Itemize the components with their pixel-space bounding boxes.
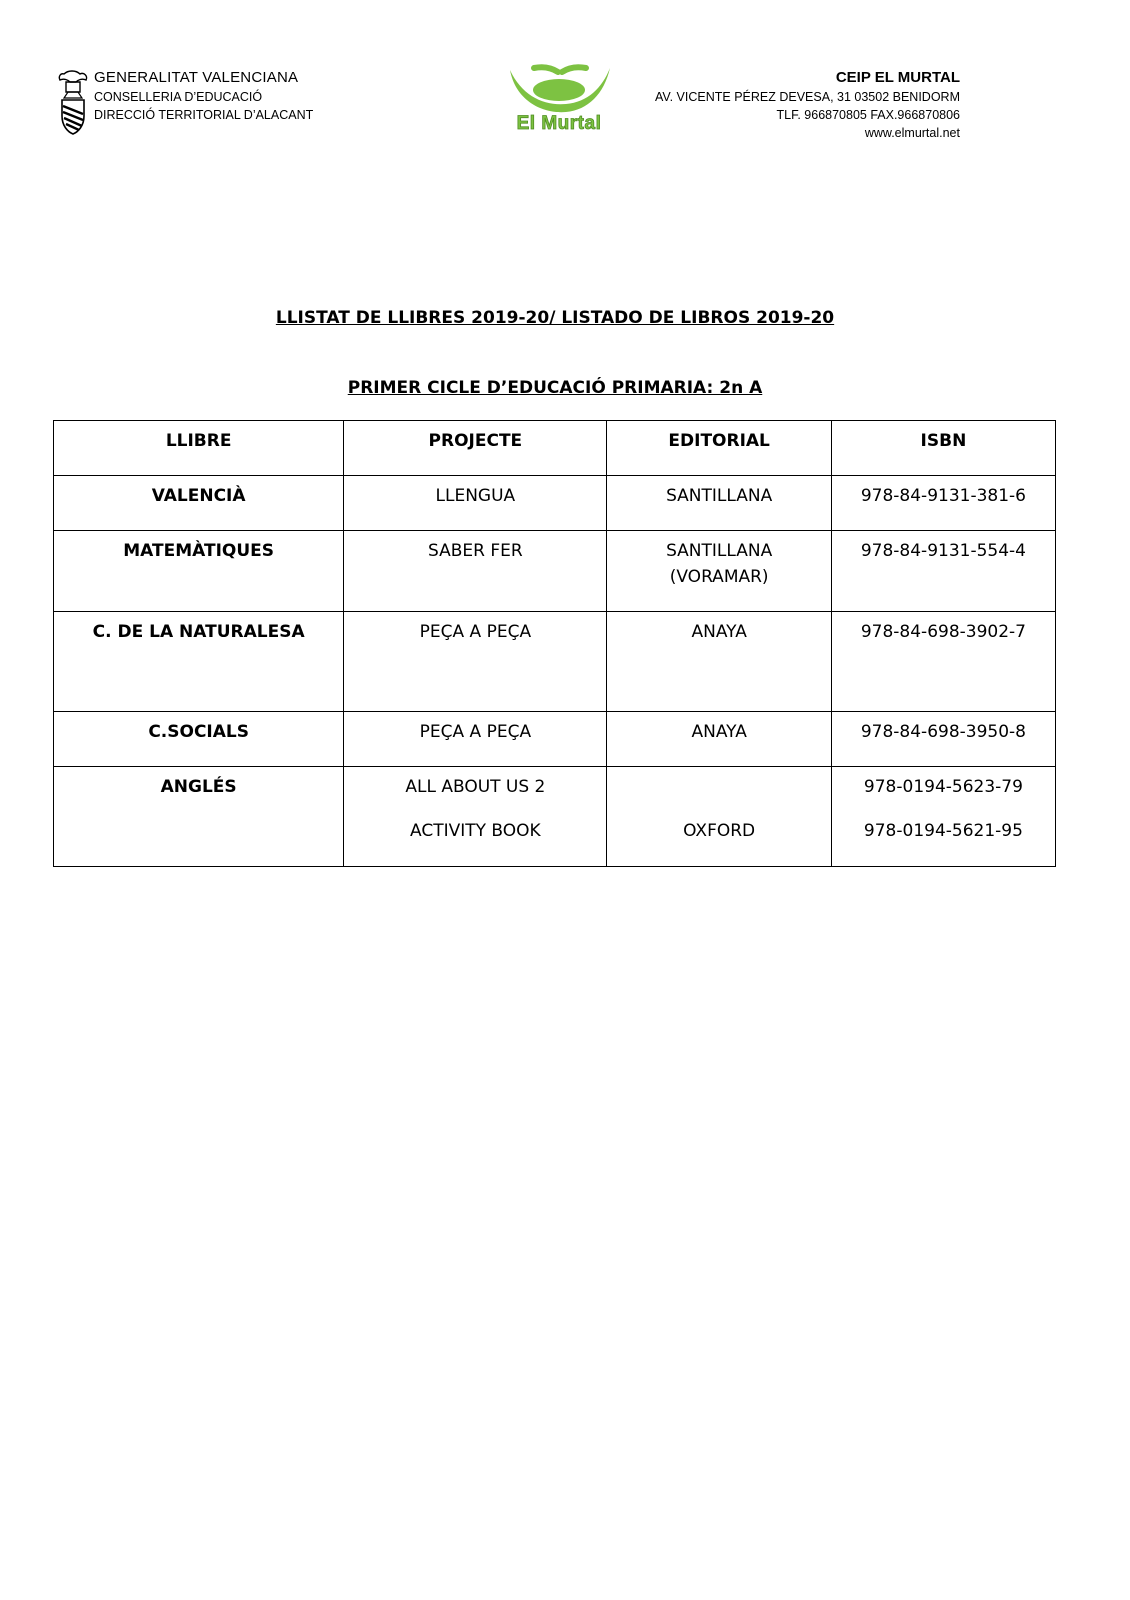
header-llibre: LLIBRE	[54, 421, 344, 476]
cell-projecte	[344, 767, 607, 867]
editorial-line: SANTILLANA	[666, 541, 773, 561]
header-projecte: PROJECTE	[344, 421, 607, 476]
document-title: LLISTAT DE LLIBRES 2019-20/ LISTADO DE LIBROS 2019-20	[275, 308, 835, 328]
generalitat-header	[56, 68, 356, 138]
table-row	[54, 476, 1056, 531]
cell-projecte: LLENGUA	[344, 476, 607, 531]
conselleria-name: CONSELLERIA D’EDUCACIÓ	[94, 90, 263, 104]
cell-llibre: ANGLÉS	[54, 767, 344, 867]
table-row	[54, 767, 1056, 867]
cell-editorial: SANTILLANA	[607, 476, 831, 531]
editorial-line	[613, 774, 824, 800]
projecte-line-2: ACTIVITY BOOK	[410, 821, 541, 841]
header-editorial: EDITORIAL	[607, 421, 831, 476]
school-phone-fax: TLF. 966870805 FAX.966870806	[776, 108, 960, 122]
isbn-line: 978-0194-5623-79	[863, 777, 1023, 797]
table-header-row	[54, 421, 1056, 476]
cell-projecte: SABER FER	[344, 531, 607, 612]
direccio-territorial: DIRECCIÓ TERRITORIAL D’ALACANT	[94, 108, 314, 122]
editorial-line-2: (VORAMAR)	[669, 567, 769, 587]
cell-llibre: C. DE LA NATURALESA	[54, 612, 344, 712]
projecte-line: ALL ABOUT US 2	[405, 777, 546, 797]
school-address: AV. VICENTE PÉREZ DEVESA, 31 03502 BENIDORM	[655, 90, 960, 104]
el-murtal-logo-text: El Murtal	[516, 113, 602, 134]
cell-isbn: 978-84-698-3950-8	[831, 712, 1055, 767]
table-row	[54, 531, 1056, 612]
header-isbn: ISBN	[831, 421, 1055, 476]
cell-llibre: C.SOCIALS	[54, 712, 344, 767]
cell-editorial	[607, 767, 831, 867]
school-website: www.elmurtal.net	[864, 126, 960, 140]
document-subtitle: PRIMER CICLE D’EDUCACIÓ PRIMARIA: 2n A	[347, 378, 763, 398]
cell-isbn: 978-84-698-3902-7	[831, 612, 1055, 712]
generalitat-crest-icon	[56, 70, 90, 136]
cell-projecte: PEÇA A PEÇA	[344, 612, 607, 712]
cell-editorial: ANAYA	[607, 712, 831, 767]
cell-llibre: MATEMÀTIQUES	[54, 531, 344, 612]
generalitat-name: GENERALITAT VALENCIANA	[94, 69, 299, 86]
table-row	[54, 712, 1056, 767]
cell-editorial: ANAYA	[607, 612, 831, 712]
cell-llibre: VALENCIÀ	[54, 476, 344, 531]
isbn-line-2: 978-0194-5621-95	[863, 821, 1023, 841]
cell-isbn: 978-84-9131-381-6	[831, 476, 1055, 531]
table-row	[54, 612, 1056, 712]
editorial-line-2: OXFORD	[683, 821, 756, 841]
cell-projecte: PEÇA A PEÇA	[344, 712, 607, 767]
book-list-table	[53, 420, 1056, 867]
cell-editorial	[607, 531, 831, 612]
school-header	[655, 68, 960, 142]
school-name: CEIP EL MURTAL	[835, 69, 960, 86]
cell-isbn	[831, 767, 1055, 867]
cell-isbn: 978-84-9131-554-4	[831, 531, 1055, 612]
